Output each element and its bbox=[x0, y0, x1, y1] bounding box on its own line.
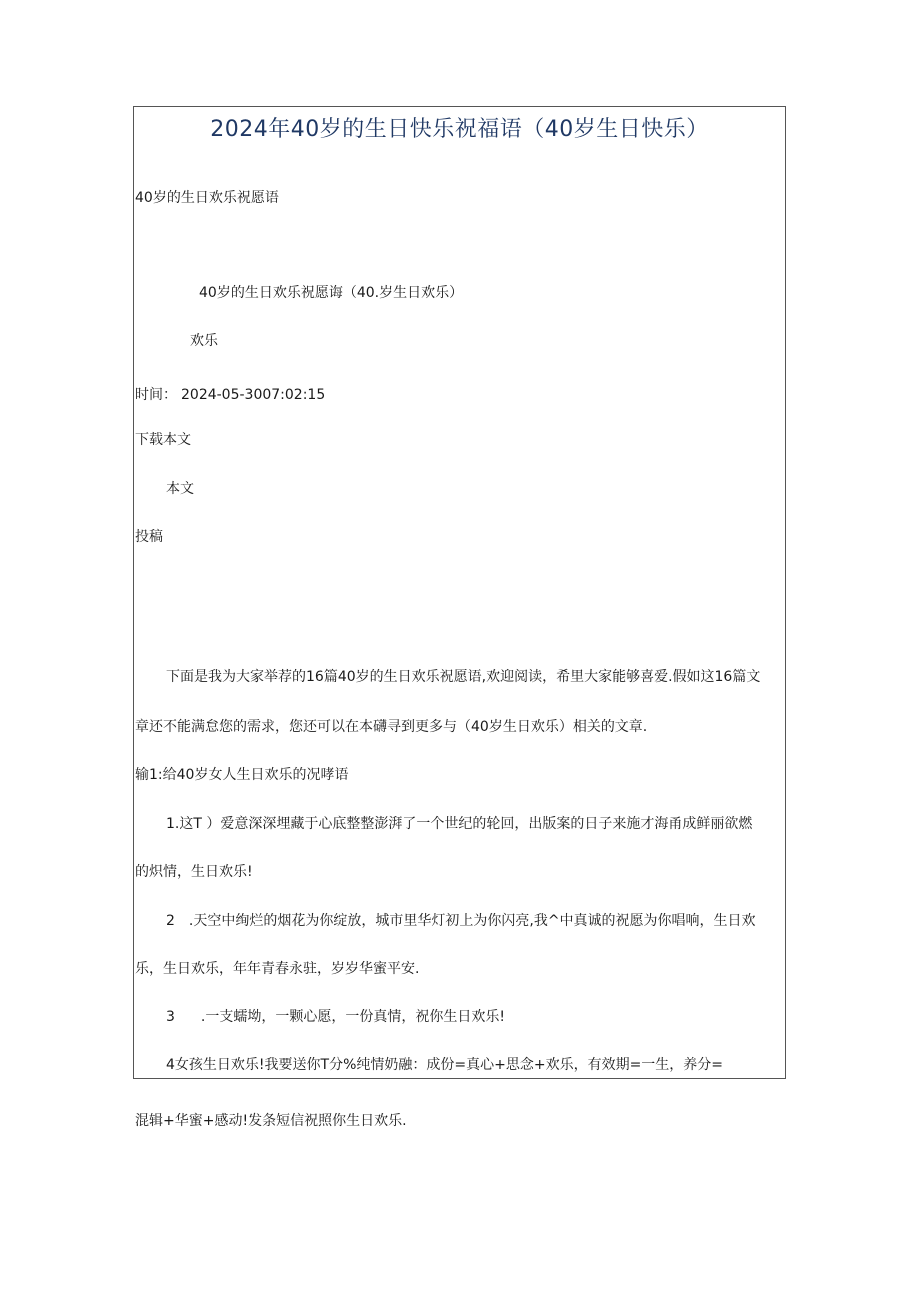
section-heading: 输1:给40岁女人生日欢乐的况哮语 bbox=[135, 767, 349, 783]
document-title: 2024年40岁的生日快乐祝福语（40岁生日快乐） bbox=[210, 117, 709, 142]
item-3-number: 3 bbox=[166, 1009, 175, 1025]
publish-time bbox=[135, 386, 325, 404]
document-frame bbox=[133, 106, 786, 1079]
item-2-text: .天空中绚烂的烟花为你绽放，城市里华灯初上为你闪亮,我^中真诚的祝愿为你唱响，生日欢 bbox=[188, 913, 756, 929]
item-2-line2: 乐，生日欢乐，年年青春永驻，岁岁华蜜平安. bbox=[135, 961, 420, 977]
intro-paragraph-line2: 章还不能满怠您的需求，您还可以在本礴寻到更多与（40岁生日欢乐）相关的文章. bbox=[135, 719, 648, 735]
category-label: 欢乐 bbox=[190, 333, 218, 349]
item-4-line1: 4女孩生日欢乐!我要送你T分%纯情奶融：成份=真心+思念+欢乐，有效期=一生，养分= bbox=[166, 1057, 724, 1073]
item-2-number: 2 bbox=[166, 913, 175, 929]
item-1-line1: 1.这T ）爱意深深埋藏于心底整整澎湃了一个世纪的轮回，出版案的日子来施才海甬成鲜丽欲燃 bbox=[166, 816, 753, 832]
submit-link[interactable]: 投稿 bbox=[135, 529, 163, 545]
time-label: 时间： bbox=[135, 387, 177, 403]
inner-title: 40岁的生日欢乐祝愿诲（40.岁生日欢乐） bbox=[199, 285, 464, 301]
intro-paragraph-line1: 下面是我为大家举荐的16篇40岁的生日欢乐祝愿语,欢迎阅读，希里大家能够喜爱.假如这16篇文 bbox=[166, 669, 761, 685]
subtitle: 40岁的生日欢乐祝愿语 bbox=[135, 190, 279, 206]
item-3-text: .一支蠕坳，一颗心愿，一份真情，祝你生日欢乐! bbox=[200, 1009, 505, 1025]
item-3-line1 bbox=[166, 1008, 505, 1026]
item-2-line1 bbox=[166, 912, 756, 930]
text-link[interactable]: 本文 bbox=[166, 481, 194, 497]
item-4-line2: 混辑+华蜜+感动!发条短信祝照你生日欢乐. bbox=[135, 1113, 407, 1129]
download-link[interactable]: 下载本文 bbox=[135, 432, 191, 448]
time-value: 2024-05-3007:02:15 bbox=[181, 387, 326, 403]
item-1-line2: 的炽情，生日欢乐! bbox=[135, 864, 253, 880]
